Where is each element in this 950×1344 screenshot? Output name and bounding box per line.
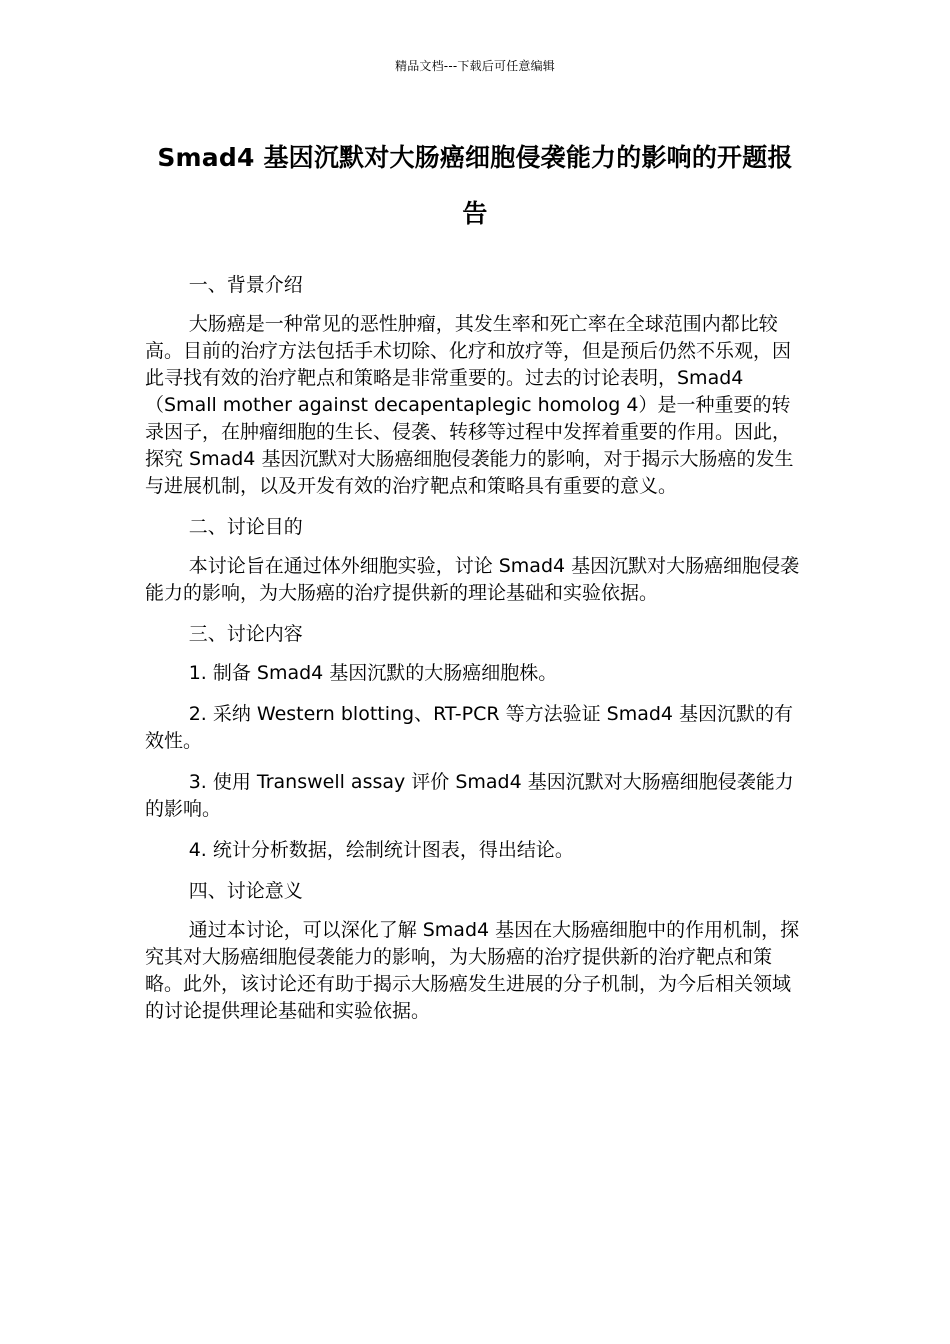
document-title: Smad4 基因沉默对大肠癌细胞侵袭能力的影响的开题报告 [157,143,793,228]
paragraph-significance: 通过本讨论，可以深化了解 Smad4 基因在大肠癌细胞中的作用机制，探究其对大肠癌细胞侵袭能力的影响，为大肠癌的治疗提供新的治疗靶点和策略。此外，该讨论还有助于揭示大肠癌发生进展的分子机制，为今后相关领域的讨论提供理论基础和实验依据。 [145,919,800,1022]
list-item-content-4: 4. 统计分析数据，绘制统计图表，得出结论。 [188,839,574,861]
paragraph-background: 大肠癌是一种常见的恶性肿瘤，其发生率和死亡率在全球范围内都比较高。目前的治疗方法包括手术切除、化疗和放疗等，但是预后仍然不乐观，因此寻找有效的治疗靶点和策略是非常重要的。过去的讨论表明，Smad4（Small mother against decapentaplegic homolog 4）是一种重要的转录因子，在肿瘤细胞的生长、侵袭、转移等过程中发挥着重要的作用。因此，探究 Smad4 基因沉默对大肠癌细胞侵袭能力的影响，对于揭示大肠癌的发生与进展机制，以及开发有效的治疗靶点和策略具有重要的意义。 [145,313,794,497]
list-item-content-2: 2. 采纳 Western blotting、RT-PCR 等方法验证 Smad4 基因沉默的有效性。 [145,703,794,752]
list-item-content-3: 3. 使用 Transwell assay 评价 Smad4 基因沉默对大肠癌细胞侵袭能力的影响。 [145,771,794,820]
list-item-content-1: 1. 制备 Smad4 基因沉默的大肠癌细胞株。 [188,662,558,684]
section-heading-content: 三、讨论内容 [188,623,303,645]
page-header: 精品文档---下载后可任意编辑 [395,59,555,73]
section-heading-background: 一、背景介绍 [188,274,303,296]
paragraph-purpose: 本讨论旨在通过体外细胞实验，讨论 Smad4 基因沉默对大肠癌细胞侵袭能力的影响，为大肠癌的治疗提供新的理论基础和实验依据。 [145,555,800,604]
section-heading-purpose: 二、讨论目的 [188,516,303,538]
document-body [145,272,807,1039]
section-heading-significance: 四、讨论意义 [188,880,303,902]
